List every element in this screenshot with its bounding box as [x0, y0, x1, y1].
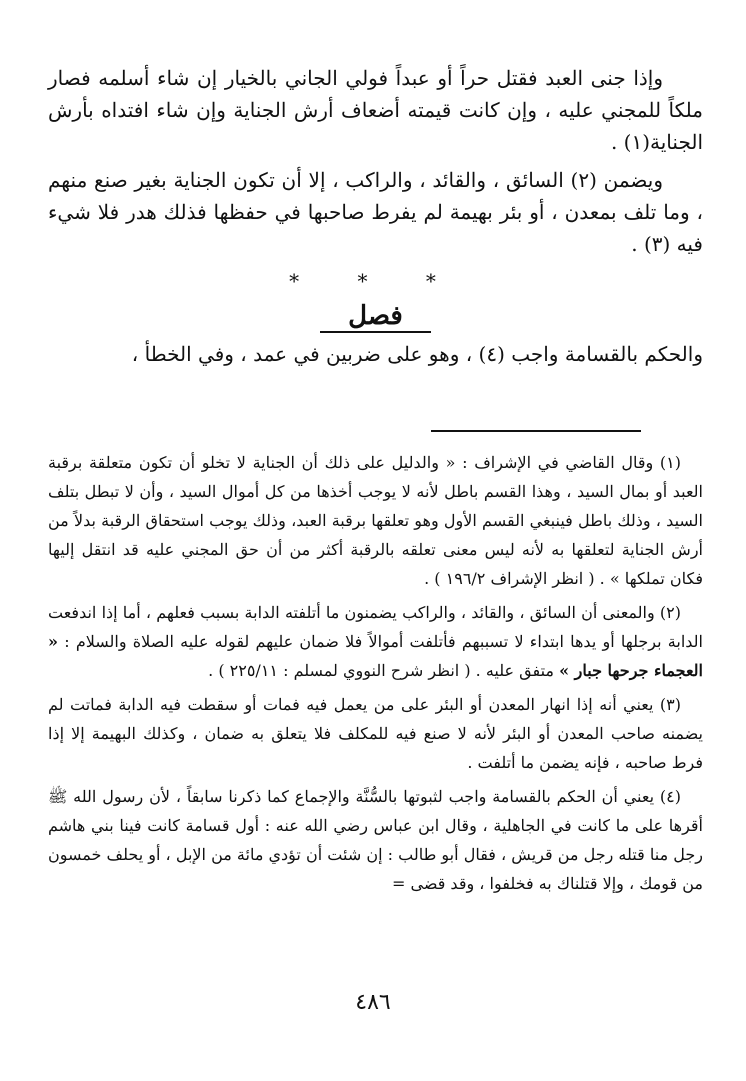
- footnote-4: (٤) يعني أن الحكم بالقسامة واجب لثبوتها بالسُّنَّة والإجماع كما ذكرنا سابقاً ، لأن رسول الله ﷺ أقرها على ما كانت في الجاهلية ، وقال ابن عباس رضي الله عنه : أول قسامة كانت فينا بني هاشم رجل منا قتله رجل من قريش ، فقال أبو طالب : إن شئت أن تؤدي مائة من الإبل ، أو يحلف خمسون من قومك ، وإلا قتلناك به فخلفوا ، وقد قضى =: [48, 787, 704, 893]
- paragraph-liability: ويضمن (٢) السائق ، والقائد ، والراكب ، إلا أن تكون الجناية بغير صنع منهم ، وما تلف بمعدن ، أو بئر بهيمة لم يفرط صاحبها في حفظها فذلك هدر فلا شيء فيه (٣) .: [48, 168, 703, 256]
- footnotes: [48, 448, 703, 903]
- section-heading-text: فصل: [320, 301, 431, 333]
- footnote-2: [48, 598, 703, 685]
- footnote-1: (١) وقال القاضي في الإشراف : « والدليل على ذلك أن الجناية لا تخلو أن تكون متعلقة برقبة العبد أو بمال السيد ، وهذا القسم باطل لأنه لا يوجب أخذها من كل أموال السيد ، وأن لا تبطل بتلف السيد ، وذلك باطل فينبغي القسم الأول وهو تعلقها برقبة العبد، وذلك يوجب استحقاق الرقبة بدلاً من أرش الجناية لتعلقها به لأنه ليس معنى تعلقه بالرقبة أكثر من أن حق المجني عليه قد انتقل إليها فكان تملكها » . ( انظر الإشراف ١٩٦/٢ ) .: [48, 453, 704, 588]
- page-number: ٤٨٦: [355, 990, 391, 1015]
- footnote-separator: [431, 430, 641, 432]
- section-separator-stars: * * *: [289, 269, 462, 293]
- section-heading: [48, 296, 703, 336]
- footnote-2-text-b: متفق عليه . ( انظر شرح النووي لمسلم : ٢٢٥/١١ ) .: [208, 661, 560, 680]
- footnote-2-hadith: « العجماء جرحها جبار »: [48, 632, 703, 680]
- footnote-2-text-a: (٢) والمعنى أن السائق ، والقائد ، والراكب يضمنون ما أتلفته الدابة بسبب فعلهم ، أما إذا اندفعت الدابة برجلها أو يدها ابتداء لا تسببهم فأتلفت أموالاً فلا ضمان عليهم لقوله عليه الصلاة والسلام :: [48, 603, 703, 651]
- paragraph-slave-crime: وإذا جنى العبد فقتل حراً أو عبداً فولي الجاني بالخيار إن شاء أسلمه فصار ملكاً للمجني عليه ، وإن كانت قيمته أضعاف أرش الجناية وإن شاء افتداه بأرش الجناية(١) .: [48, 66, 703, 154]
- main-text: [48, 62, 703, 376]
- footnote-3: (٣) يعني أنه إذا انهار المعدن أو البئر على من يعمل فيه فمات أو سقطت فيه الدابة فماتت لم يضمنه صاحب المعدن أو البئر لأنه لا صنع فيه للمكلف فلا يتعلق به ضمان ، وكذلك البهيمة إلا إذا فرط صاحبه ، فإنه يضمن ما أتلفت .: [48, 695, 703, 772]
- paragraph-qasama: والحكم بالقسامة واجب (٤) ، وهو على ضربين في عمد ، وفي الخطأ ،: [131, 342, 703, 366]
